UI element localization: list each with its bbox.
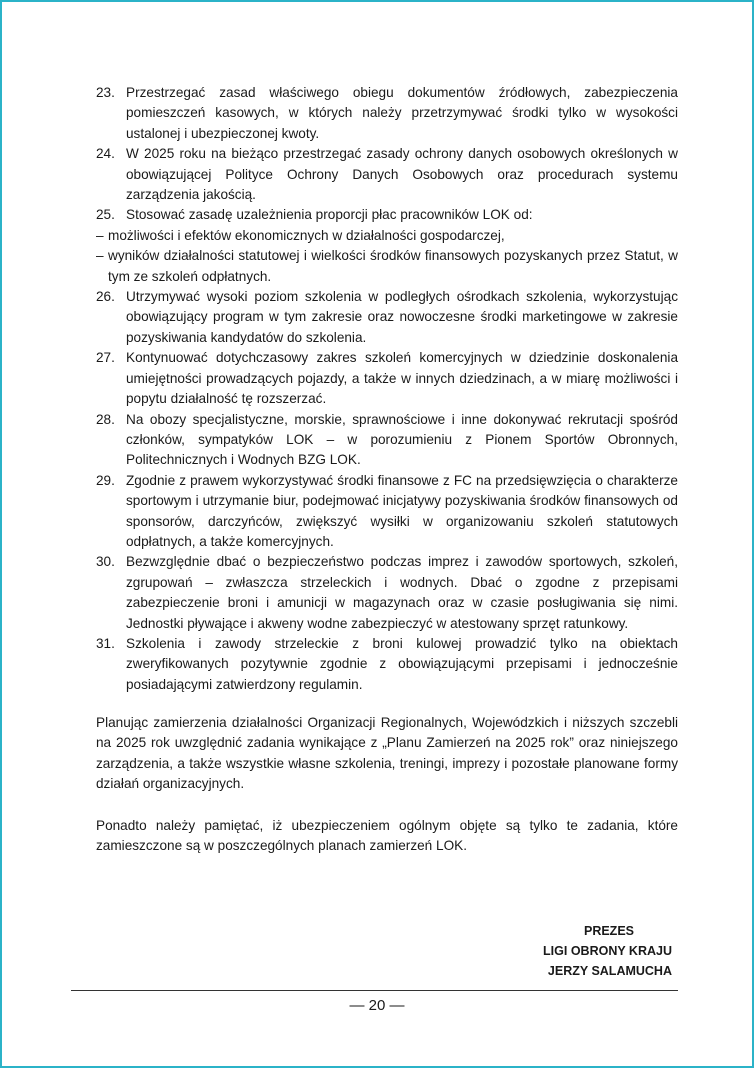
item-number: 30. xyxy=(96,554,115,570)
list-item xyxy=(96,410,678,471)
closing-paragraph-insurance: Ponadto należy pamiętać, iż ubezpieczeniem ogólnym objęte są tylko te zadania, które zamieszczone są w poszczególnych planach zamierzeń LOK. xyxy=(96,818,678,854)
list-item xyxy=(96,634,678,695)
item-text: Kontynuować dotychczasowy zakres szkoleń komercyjnych w dziedzinie doskonalenia umiejętności prowadzących pojazdy, a także w innych dziedzinach, a w miarę możliwości i popytu działalność tę rozszerzać. xyxy=(126,350,678,407)
item-number: 23. xyxy=(96,85,115,100)
signature-organization: LIGI OBRONY KRAJU xyxy=(543,944,672,958)
item-text: W 2025 roku na bieżąco przestrzegać zasady ochrony danych osobowych określonych w obowiązującej Polityce Ochrony Danych Osobowych oraz procedurach systemu zarządzenia jakością. xyxy=(126,146,678,203)
dash-bullet: – xyxy=(96,248,104,264)
item-text: Szkolenia i zawody strzeleckie z broni kulowej prowadzić tylko na obiektach zweryfikowanych pozytywnie zgodnie z obowiązującymi przepisami i jednocześnie posiadającymi zatwierdzony regulamin. xyxy=(126,635,678,692)
list-item xyxy=(96,144,678,205)
list-item xyxy=(96,287,678,348)
sub-item xyxy=(96,226,678,246)
signature-title: PREZES xyxy=(583,924,634,938)
item-text: Na obozy specjalistyczne, morskie, sprawnościowe i inne dokonywać rekrutacji spośród członków, sympatyków LOK – w porozumieniu z Pionem Sportów Obronnych, Politechnicznych i Wodnych BZG LOK. xyxy=(126,411,678,468)
signature-name: JERZY SALAMUCHA xyxy=(547,964,672,978)
page-number: — 20 — xyxy=(349,997,405,1014)
sub-item-text: możliwości i efektów ekonomicznych w działalności gospodarczej, xyxy=(108,227,505,243)
item-text: Zgodnie z prawem wykorzystywać środki finansowe z FC na przedsięwzięcia o charakterze sportowym i utrzymanie biur, podejmować inicjatywy pozyskiwania środków finansowych od sponsorów, darczyńców, zwiększyć wysiłki w organizowaniu szkoleń statutowych odpłatnych, a także komercyjnych. xyxy=(126,472,678,549)
item-text: Bezwzględnie dbać o bezpieczeństwo podczas imprez i zawodów sportowych, szkoleń, zgrupowań – zwłaszcza strzeleckich i wodnych. Dbać o zgodne z przepisami zabezpieczenie broni i amunicji w magazynach oraz w czasie posługiwania się nimi. Jednostki pływające i akweny wodne zabezpieczyć w atestowany sprzęt ratunkowy. xyxy=(126,554,678,631)
item-number: 27. xyxy=(96,350,115,366)
sub-item-text: wyników działalności statutowej i wielkości środków finansowych pozyskanych przez Statut, w tym ze szkoleń odpłatnych. xyxy=(108,248,678,284)
item-number: 26. xyxy=(96,289,115,305)
list-item xyxy=(96,205,678,225)
list-item xyxy=(96,83,678,144)
list-item xyxy=(96,552,678,634)
item-number: 25. xyxy=(96,207,115,223)
item-number: 24. xyxy=(96,146,115,162)
item-text: Utrzymywać wysoki poziom szkolenia w podległych ośrodkach szkolenia, wykorzystując obowiązujący program w tym zakresie oraz nowoczesne środki marketingowe w zakresie pozyskiwania kandydatów do szkolenia. xyxy=(126,289,678,345)
footer-divider xyxy=(71,990,678,991)
sub-item xyxy=(96,246,678,287)
item-text: Stosować zasadę uzależnienia proporcji płac pracowników LOK od: xyxy=(126,207,533,223)
list-item xyxy=(96,471,678,553)
item-number: 31. xyxy=(96,635,115,651)
item-number: 29. xyxy=(96,472,115,488)
dash-bullet: – xyxy=(96,227,104,243)
numbered-list xyxy=(96,83,678,695)
closing-paragraph-planning: Planując zamierzenia działalności Organizacji Regionalnych, Wojewódzkich i niższych szczebli na 2025 rok uwzględnić zadania wynikające z „Planu Zamierzeń na 2025 rok” oraz niniejszego zarządzenia, a także wszystkie własne szkolenia, treningi, imprezy i pozostałe planowane formy działań organizacyjnych. xyxy=(96,715,678,792)
item-text: Przestrzegać zasad właściwego obiegu dokumentów źródłowych, zabezpieczenia pomieszczeń kasowych, w których należy przetrzymywać środki tylko w wysokości ustalonej i ubezpieczonej kwoty. xyxy=(126,85,678,141)
item-number: 28. xyxy=(96,411,115,427)
signature-block xyxy=(452,921,672,981)
list-item xyxy=(96,348,678,409)
